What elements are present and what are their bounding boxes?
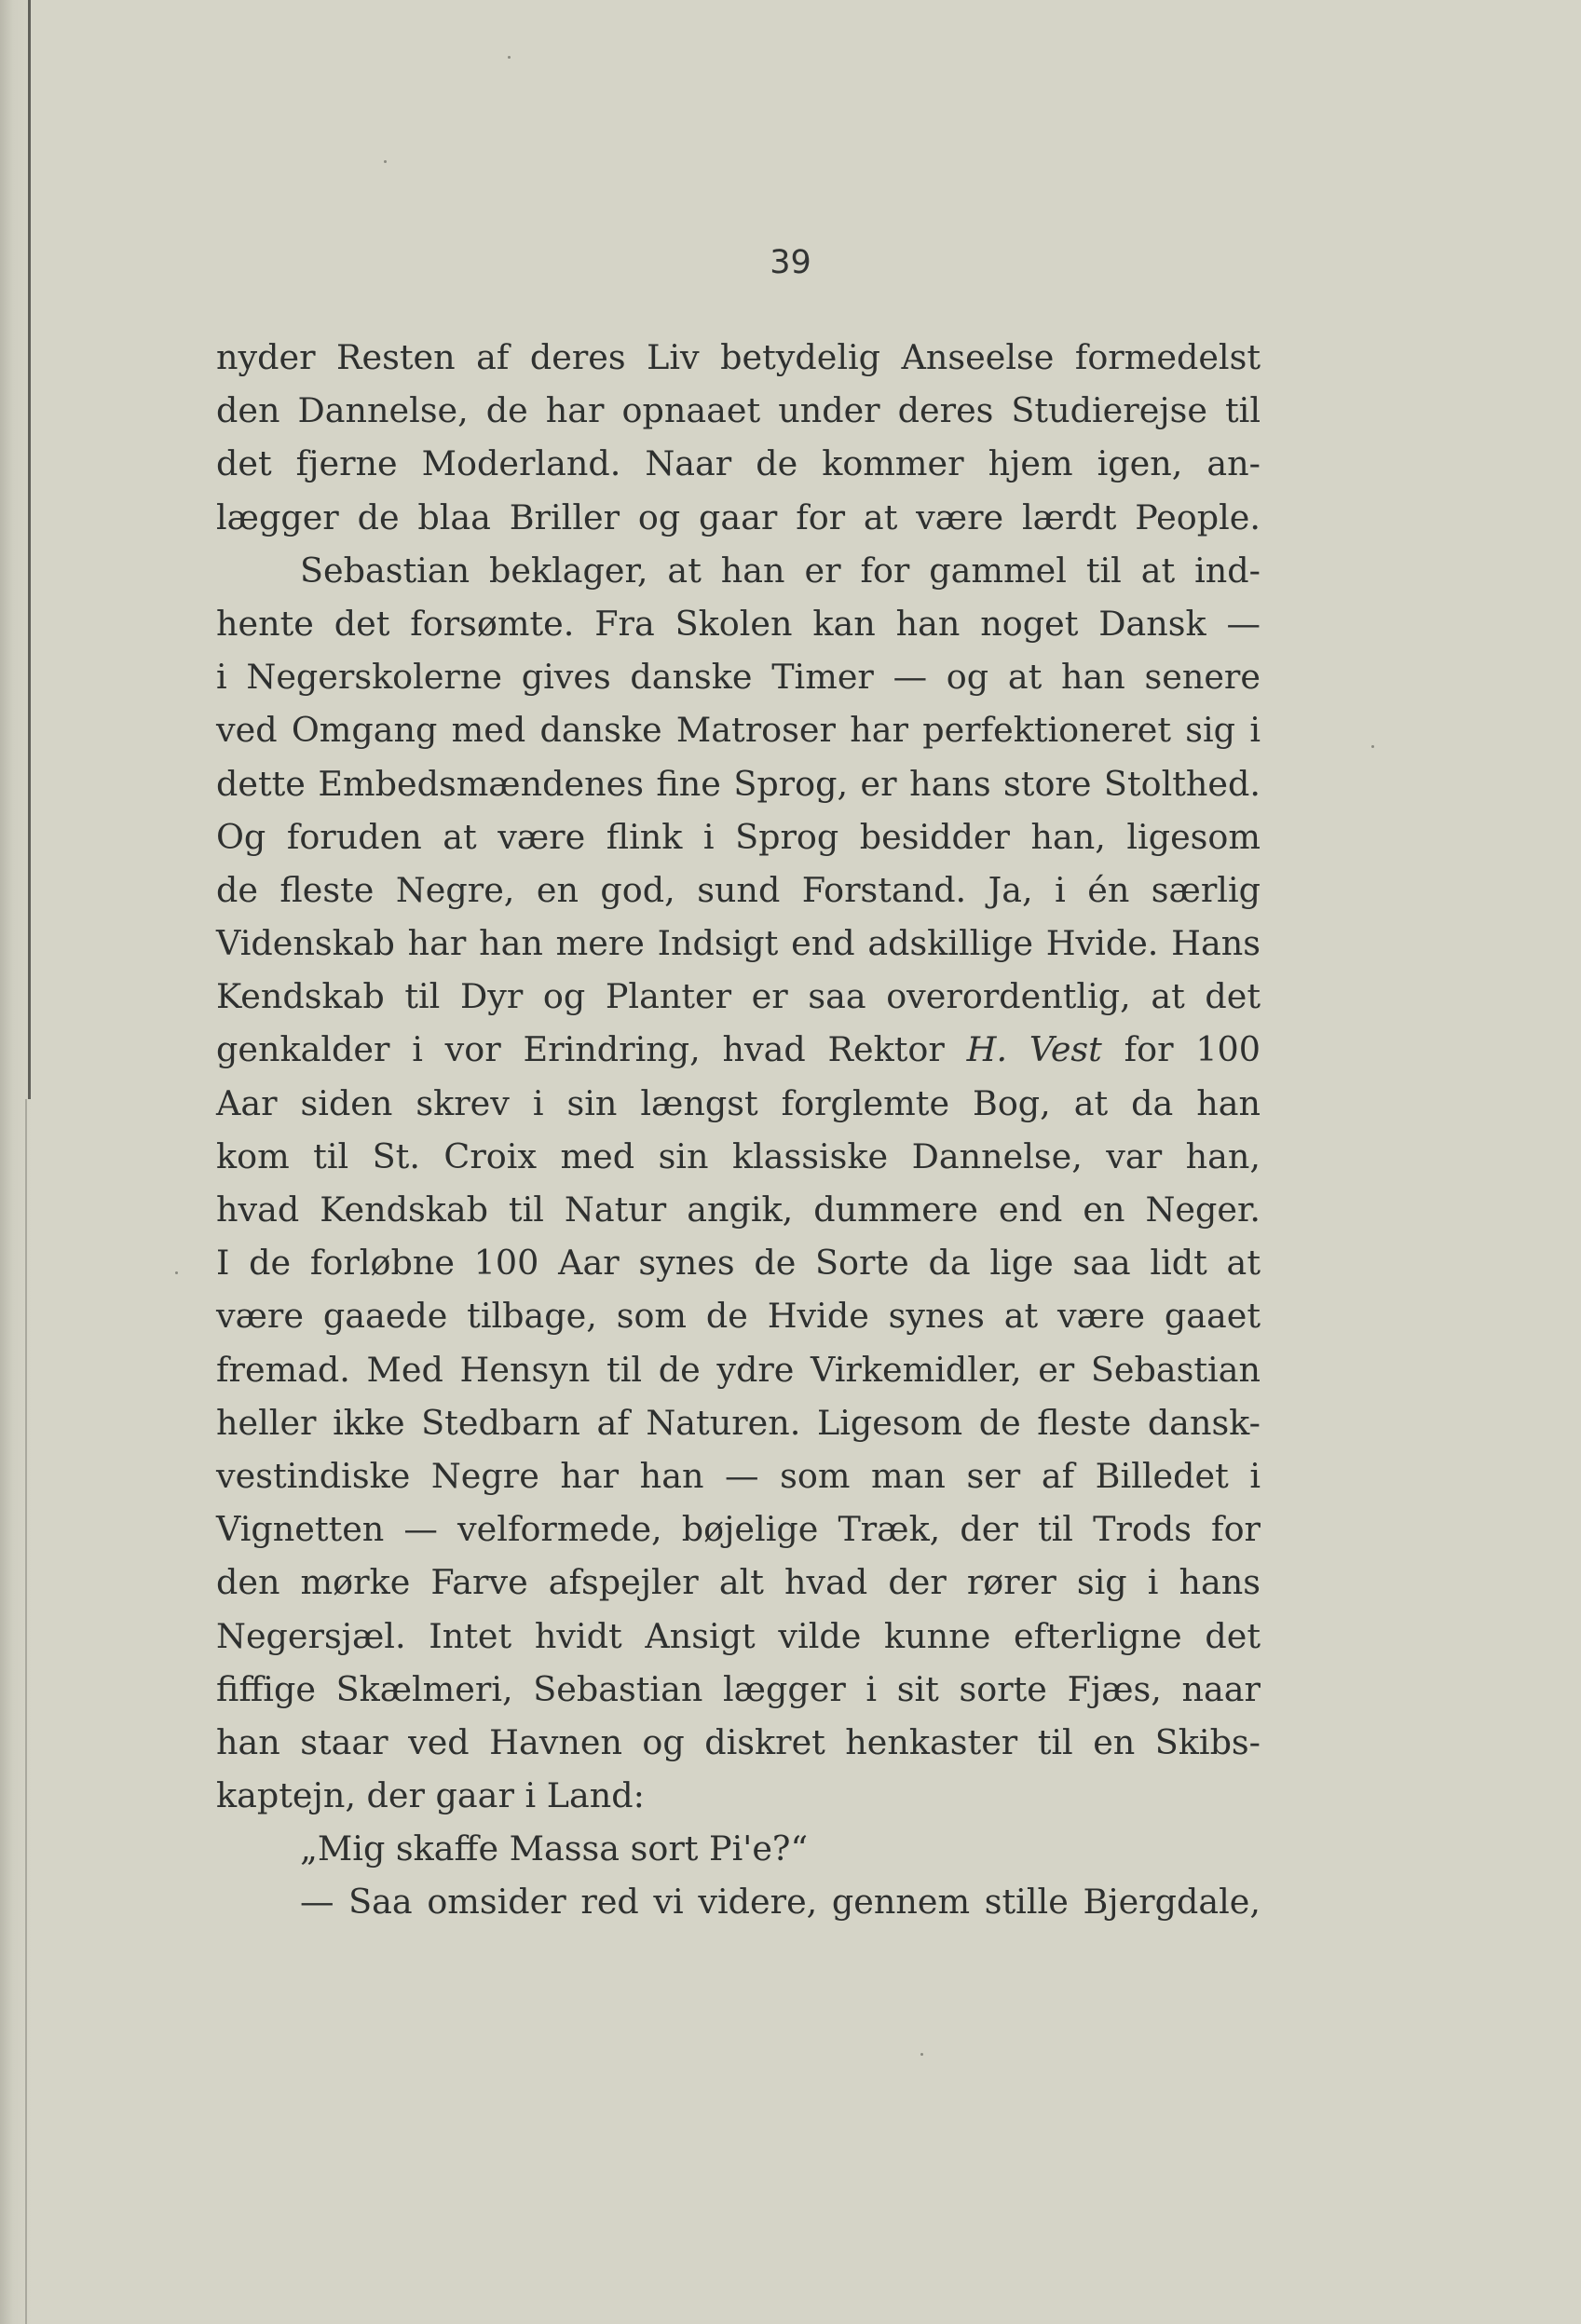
text-line: Sebastian beklager, at han er for gammel til at ind-: [300, 550, 1261, 591]
paper-speck: [175, 1271, 178, 1274]
body-text: [216, 331, 1261, 1929]
text-line: — Saa omsider red vi videre, gennem stille Bjergdale,: [300, 1882, 1261, 1923]
text-line-part: genkalder i vor Erindring, hvad Rektor: [216, 1029, 967, 1070]
text-line: det fjerne Moderland. Naar de kommer hjem igen, an-: [216, 443, 1261, 484]
text-line: i Negerskolerne gives danske Timer — og at han senere: [216, 657, 1261, 698]
text-line: Kendskab til Dyr og Planter er saa overordentlig, at det: [216, 976, 1261, 1017]
text-line: I de forløbne 100 Aar synes de Sorte da lige saa lidt at: [216, 1243, 1261, 1284]
text-line: han staar ved Havnen og diskret henkaster til en Skibs-: [216, 1721, 1261, 1762]
text-line: den mørke Farve afspejler alt hvad der rører sig i hans: [216, 1562, 1261, 1603]
paper-speck: [384, 160, 387, 163]
paper-speck: [508, 56, 511, 59]
page-number: 39: [770, 244, 811, 281]
paper-speck: [920, 2053, 923, 2056]
text-line: dette Embedsmændenes fine Sprog, er hans store Stolthed.: [216, 763, 1261, 804]
text-line: Videnskab har han mere Indsigt end adskillige Hvide. Hans: [216, 923, 1261, 964]
text-line: lægger de blaa Briller og gaar for at være lærdt People.: [216, 496, 1261, 537]
text-line: heller ikke Stedbarn af Naturen. Ligesom de fleste dansk-: [216, 1402, 1261, 1443]
text-line: „Mig skaffe Massa sort Pi'e?“: [300, 1828, 809, 1869]
text-line: de fleste Negre, en god, sund Forstand. Ja, i én særlig: [216, 869, 1261, 910]
text-line: hvad Kendskab til Natur angik, dummere end en Neger.: [216, 1189, 1261, 1230]
text-line: kom til St. Croix med sin klassiske Dannelse, var han,: [216, 1135, 1261, 1176]
text-line: den Dannelse, de har opnaaet under deres Studierejse til: [216, 390, 1261, 431]
text-line: Vignetten — velformede, bøjelige Træk, der til Trods for: [216, 1509, 1261, 1550]
binding-edge-line: [28, 0, 31, 1099]
text-line: kaptejn, der gaar i Land:: [216, 1775, 645, 1816]
text-line: vestindiske Negre har han — som man ser af Billedet i: [216, 1455, 1261, 1496]
text-line: fremad. Med Hensyn til de ydre Virkemidler, er Sebastian: [216, 1349, 1261, 1390]
text-line: Negersjæl. Intet hvidt Ansigt vilde kunne efterligne det: [216, 1615, 1261, 1656]
text-line: Aar siden skrev i sin længst forglemte Bog, at da han: [216, 1082, 1261, 1123]
text-line: være gaaede tilbage, som de Hvide synes at være gaaet: [216, 1296, 1261, 1337]
binding-edge-line-lower: [25, 1099, 27, 2324]
text-line: nyder Resten af deres Liv betydelig Anseelse formedelst: [216, 337, 1261, 377]
text-line: [216, 1023, 1261, 1076]
paper-speck: [1371, 745, 1374, 748]
text-line: fiffige Skælmeri, Sebastian lægger i sit sorte Fjæs, naar: [216, 1668, 1261, 1709]
text-line: Og foruden at være flink i Sprog besidder han, ligesom: [216, 816, 1261, 857]
text-line: hente det forsømte. Fra Skolen kan han noget Dansk —: [216, 603, 1261, 644]
italic-name: H. Vest: [966, 1029, 1102, 1070]
text-line-part: for 100: [1101, 1029, 1261, 1070]
text-line: ved Omgang med danske Matroser har perfektioneret sig i: [216, 710, 1261, 751]
